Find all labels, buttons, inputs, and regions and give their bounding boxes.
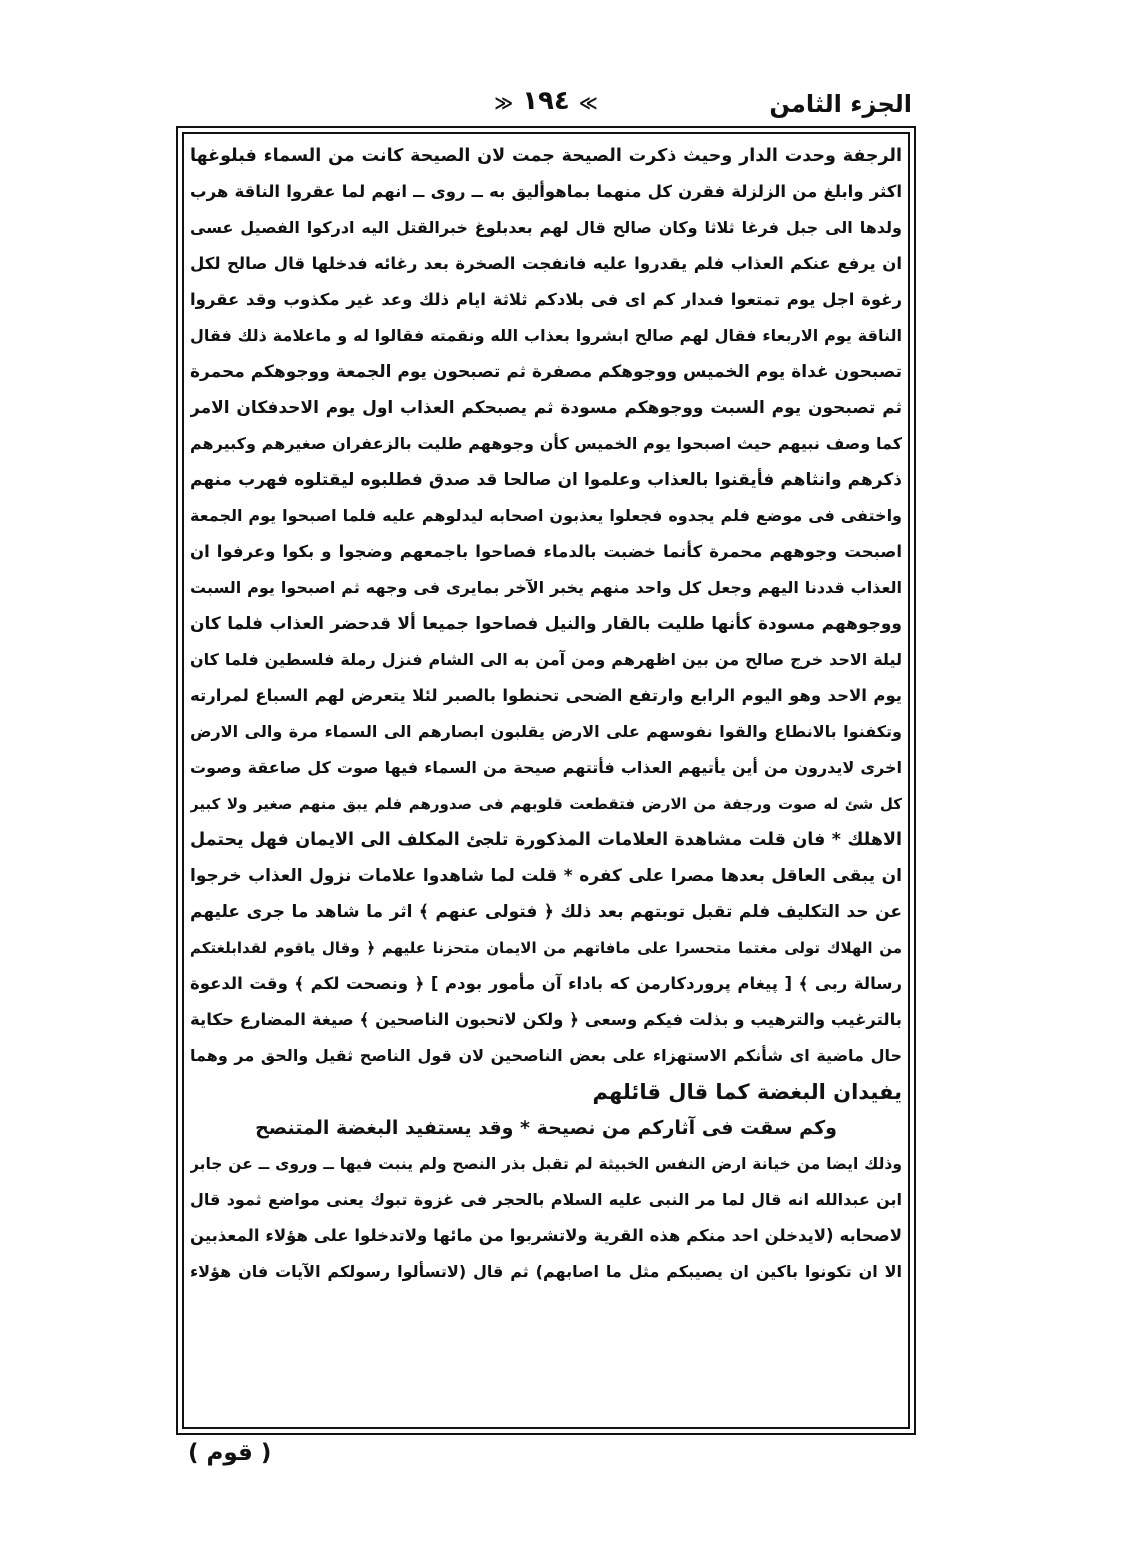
text-line: الاهلك * فان قلت مشاهدة العلامات المذكورة تلجئ المكلف الى الايمان فهل يحتمل bbox=[190, 830, 902, 850]
text-line: اخرى لايدرون من أين يأتيهم العذاب فأتتهم صيحة من السماء فيها صوت كل صاعقة وصوت bbox=[190, 758, 902, 777]
right-ornament-icon: ≪ bbox=[578, 93, 598, 114]
text-line: وذلك ايضا من خيانة ارض النفس الخبيثة لم تقبل بذر النصح ولم ينبت فيها ــ وروى ــ عن جابر bbox=[190, 1155, 902, 1173]
page-number-block bbox=[488, 86, 604, 116]
body-text bbox=[190, 138, 902, 1290]
text-line: من الهلاك تولى مغتما متحسرا على مافاتهم من الايمان متحزنا عليهم ﴿ وقال ياقوم لقدابلغتكم bbox=[190, 939, 902, 957]
left-ornament-icon: ≫ bbox=[494, 93, 514, 114]
text-line: كل شئ له صوت ورجفة من الارض فتقطعت قلوبهم فى صدورهم فلم يبق منهم صغير ولا كبير bbox=[190, 795, 902, 813]
text-line: ان يبقى العاقل بعدها مصرا على كفره * قلت لما شاهدوا علامات نزول العذاب خرجوا bbox=[190, 866, 902, 886]
text-line: لاصحابه (لايدخلن احد منكم هذه القرية ولاتشربوا من مائها ولاتدخلوا على هؤلاء المعذبين bbox=[190, 1226, 902, 1245]
text-line: الا ان تكونوا باكين ان يصيبكم مثل ما اصابهم) ثم قال (لاتسألوا رسولكم الآيات فان هؤلاء bbox=[190, 1262, 902, 1281]
catchword: ( قوم ) bbox=[188, 1440, 272, 1466]
text-line: ابن عبدالله انه قال لما مر النبى عليه السلام بالحجر فى غزوة تبوك يعنى مواضع ثمود قال bbox=[190, 1190, 902, 1209]
text-line: حال ماضية اى شأنكم الاستهزاء على بعض الناصحين لان قول الناصح ثقيل والحق مر وهما bbox=[190, 1046, 902, 1065]
text-line: الرجفة وحدت الدار وحيث ذكرت الصيحة جمت لان الصيحة كانت من السماء فبلوغها bbox=[190, 146, 902, 166]
text-line: وتكفنوا بالانطاع والقوا نفوسهم على الارض يقلبون ابصارهم الى السماء مرة والى الارض bbox=[190, 722, 902, 741]
text-line: اكثر وابلغ من الزلزلة فقرن كل منهما بماهوأليق به ــ روى ــ انهم لما عقروا الناقة هرب bbox=[190, 182, 902, 201]
text-line: ذكرهم وانثاهم فأيقنوا بالعذاب وعلموا ان صالحا قد صدق فطلبوه ليقتلوه فهرب منهم bbox=[190, 470, 902, 490]
text-line: بالترغيب والترهيب و بذلت فيكم وسعى ﴿ ولكن لاتحبون الناصحين ﴾ صيغة المضارع حكاية bbox=[190, 1010, 902, 1029]
text-frame bbox=[176, 126, 916, 1435]
poetry-verse: وكم سقت فى آثاركم من نصيحة * وقد يستفيد البغضة المتنصح bbox=[255, 1117, 837, 1139]
text-line: ليلة الاحد خرج صالح من بين اظهرهم ومن آمن به الى الشام فنزل رملة فلسطين فلما كان bbox=[190, 650, 902, 669]
text-line: واختفى فى موضع فلم يجدوه فجعلوا يعذبون اصحابه ليدلوهم عليه فلما اصبحوا يوم الجمعة bbox=[190, 506, 902, 525]
text-line: ثم تصبحون يوم السبت ووجوهكم مسودة ثم يصبحكم العذاب اول يوم الاحدفكان الامر bbox=[190, 398, 902, 418]
text-line: ووجوههم مسودة كأنها طليت بالقار والنيل فصاحوا جميعا ألا قدحضر العذاب فلما كان bbox=[190, 614, 902, 634]
text-line: العذاب قددنا اليهم وجعل كل واحد منهم يخبر الآخر بمايرى فى وجهه ثم اصبحوا يوم السبت bbox=[190, 578, 902, 597]
text-line: يفيدان البغضة كما قال قائلهم bbox=[592, 1080, 902, 1104]
running-head: الجزء الثامن bbox=[769, 90, 912, 118]
page-header bbox=[178, 86, 918, 126]
text-line: كما وصف نبيهم حيث اصبحوا يوم الخميس كأن وجوههم طليت بالزعفران صغيرهم وكبيرهم bbox=[190, 434, 902, 453]
text-line: ولدها الى جبل فرغا ثلاثا وكان صالح قال لهم بعدبلوغ خبرالقتل اليه ادركوا الفصيل عسى bbox=[190, 218, 902, 237]
text-line: الناقة يوم الاربعاء فقال لهم صالح ابشروا بعذاب الله ونقمته فقالوا له و ماعلامة ذلك فقال bbox=[190, 326, 902, 345]
text-line: يوم الاحد وهو اليوم الرابع وارتفع الضحى تحنطوا بالصبر لئلا يتعرض لهم السباع لمرارته bbox=[190, 686, 902, 705]
text-line: رغوة اجل يوم تمتعوا فىدار كم اى فى بلادكم ثلاثة ايام ذلك وعد غير مكذوب وقد عقروا bbox=[190, 290, 902, 309]
text-line: عن حد التكليف فلم تقبل توبتهم بعد ذلك ﴿ فتولى عنهم ﴾ اثر ما شاهد ما جرى عليهم bbox=[190, 902, 902, 922]
text-line: اصبحت وجوههم محمرة كأنما خضبت بالدماء فصاحوا باجمعهم وضجوا و بكوا وعرفوا ان bbox=[190, 542, 902, 561]
text-line: رسالة ربى ﴾ [ پيغام پروردكارمن كه باداء آن مأمور بودم ] ﴿ ونصحت لكم ﴾ وقت الدعوة bbox=[190, 974, 902, 993]
text-line: ان يرفع عنكم العذاب فلم يقدروا عليه فانفجت الصخرة بعد رغائه فدخلها قال صالح لكل bbox=[190, 254, 902, 273]
text-line: تصبحون غداة يوم الخميس ووجوهكم مصفرة ثم تصبحون يوم الجمعة ووجوهكم محمرة bbox=[190, 362, 902, 382]
page-number: ١٩٤ bbox=[522, 86, 570, 116]
